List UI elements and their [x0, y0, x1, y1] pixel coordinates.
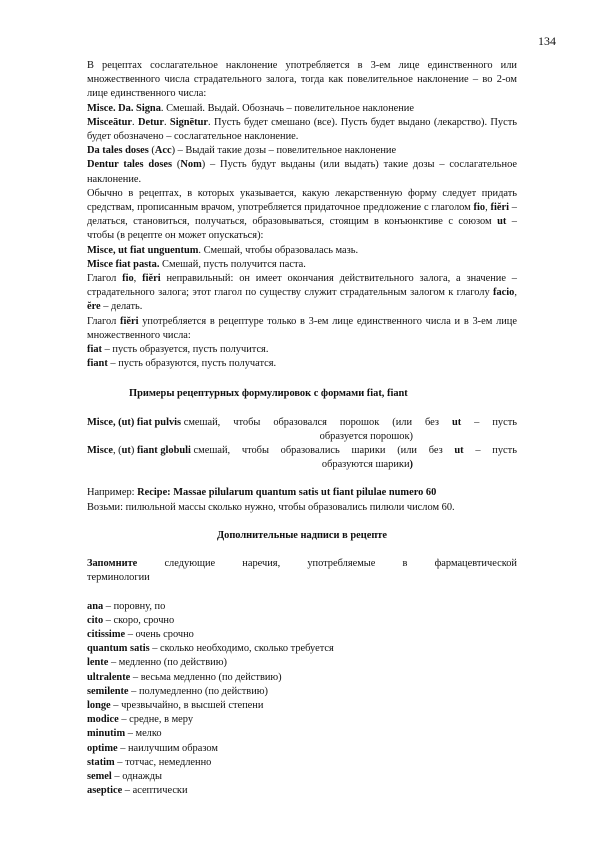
list-item: statim – тотчас, немедленно	[87, 756, 212, 768]
example-globuli: Misce, (ut) fiant globuli смешай, чтобы образовались шарики (или без ut – пусть	[87, 445, 517, 457]
intro-paragraph: В рецептах сослагательное наклонение употребляется в 3-ем лице единственного или множественного числа страдательного залога, тогда как повелительное наклонение – во 2-ом лице единственного числа:	[87, 60, 517, 100]
pasta-example: Misce fiat pasta. Смешай, пусть получится паста.	[87, 258, 306, 270]
list-item: citissime – очень срочно	[87, 628, 194, 640]
page-body	[87, 59, 517, 798]
fiat-definition: fiat – пусть образуется, пусть получится.	[87, 344, 269, 356]
list-item: semel – однажды	[87, 770, 163, 782]
recipe-example: Например: Recipe: Massae pilularum quantum satis ut fiant pilulae numero 60	[87, 487, 437, 499]
dose-imperative-example: Da tales doses (Acc) – Выдай такие дозы – повелительное наклонение	[87, 145, 397, 157]
list-item: lente – медленно (по действию)	[87, 657, 227, 669]
list-item: ultralente – весьма медленно (по действию)	[87, 671, 282, 683]
section-heading-inscriptions: Дополнительные надписи в рецепте	[216, 529, 388, 541]
list-item: semilente – полумедленно (по действию)	[87, 685, 268, 697]
list-item: longe – чрезвычайно, в высшей степени	[87, 699, 264, 711]
adverb-list	[87, 600, 517, 799]
subjunctive-example: Misceātur. Detur. Signētur. Пусть будет смешано (все). Пусть будет выдано (лекарство). Пусть будет обозначено – сослагательное наклонение.	[87, 116, 518, 143]
list-item: minutim – мелко	[87, 728, 162, 740]
irregular-verb-paragraph: Глагол fio, fiĕri неправильный: он имеет окончания действительного залога, а значение – страдательного залога; этот глагол по существу служит страдательным залогом к глаголу facio, ĕre – делать.	[87, 273, 517, 313]
list-item: aseptice – асептически	[87, 785, 188, 797]
imperative-example: Misce. Da. Signa. Смешай. Выдай. Обозначь – повелительное наклонение	[87, 102, 414, 114]
fieri-usage-paragraph: Глагол fiĕri употребляется в рецептуре только в 3-ем лице единственного числа и в 3-ем лице множественного числа:	[87, 315, 517, 341]
page-number: 134	[538, 34, 556, 48]
list-item: cito – скоро, срочно	[87, 614, 175, 626]
example-pulvis-continuation: образуется порошок)	[319, 430, 413, 442]
remember-line: Запомните следующие наречия, употребляемые в фармацевтической	[87, 558, 517, 570]
example-globuli-continuation: образуются шарики)	[321, 459, 413, 471]
recipe-translation: Возьми: пилюльной массы сколько нужно, чтобы образовались пилюли числом 60.	[87, 501, 455, 513]
list-item: optime – наилучшим образом	[87, 742, 218, 754]
list-item: ana – поровну, по	[87, 600, 166, 612]
example-pulvis: Misce, (ut) fiat pulvis смешай, чтобы образовался порошок (или без ut – пусть	[87, 416, 517, 428]
list-item: quantum satis – сколько необходимо, сколько требуется	[87, 643, 334, 655]
fio-paragraph: Обычно в рецептах, в которых указывается, какую лекарственную форму следует придать средствам, прописанным врачом, употребляется придаточное предложение с глаголом fio, fiĕri – делаться, становиться, получаться, образовываться, стоящим в конъюнктиве с союзом ut – чтобы (в рецепте он может опускаться):	[87, 187, 517, 242]
dose-subjunctive-example: Dentur tales doses (Nom) – Пусть будут выданы (или выдать) такие дозы – сослагательное наклонение.	[87, 159, 517, 185]
list-item: modice – средне, в меру	[87, 714, 194, 726]
section-heading-examples: Примеры рецептурных формулировок с формами fiat, fiant	[129, 388, 408, 400]
remember-line-2: терминологии	[87, 572, 150, 584]
fiant-definition: fiant – пусть образуются, пусть получатся.	[87, 358, 277, 370]
unguentum-example: Misce, ut fiat unguentum. Смешай, чтобы образовалась мазь.	[87, 244, 359, 256]
